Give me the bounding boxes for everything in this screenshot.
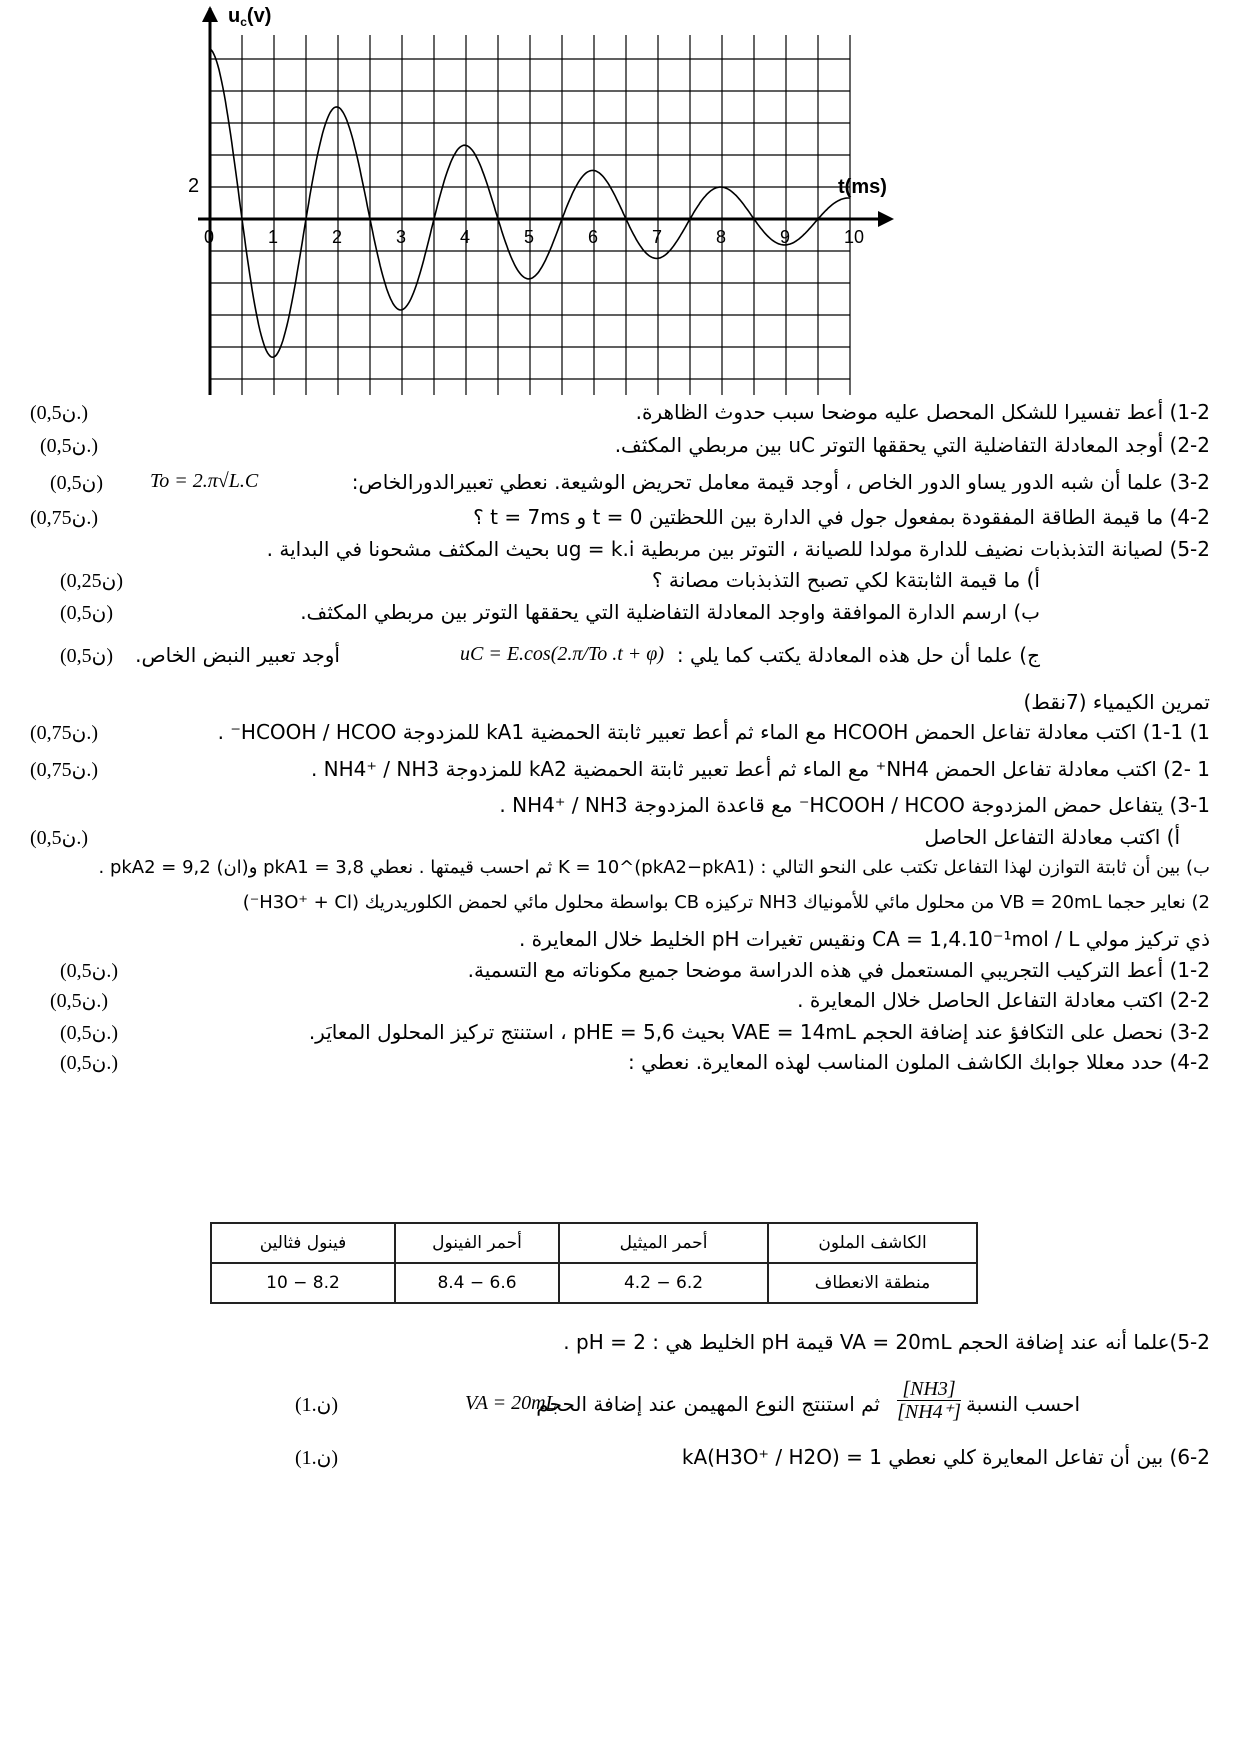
question-text-2: أوجد تعبير النبض الخاص. xyxy=(135,643,340,667)
points: (0,5ن.) xyxy=(30,402,89,424)
question-text: 4-2) ما قيمة الطاقة المفقودة بمفعول جول في الدارة بين اللحظتين t = 0 و t = 7ms ؟ xyxy=(473,505,1210,529)
table-header: فينول فثالين xyxy=(211,1223,395,1263)
physics-q2 xyxy=(20,433,1210,467)
x-tick-label: 10 xyxy=(844,227,865,247)
chem-q2-5-ratio xyxy=(20,1378,1210,1438)
question-text: 2-2) أوجد المعادلة التفاضلية التي يحققها التوتر uC بين مربطي المكثف. xyxy=(614,433,1210,457)
question-text: 1) 1-1) اكتب معادلة تفاعل الحمض HCOOH مع الماء ثم أعط تعبير ثابتة الحمضية kA1 للمزدوجة HCOOH / HCOO⁻ . xyxy=(217,720,1210,744)
y-axis-label: $u_c(v)$ xyxy=(228,5,272,29)
x-tick-label: 7 xyxy=(652,227,663,247)
table-cell: 4.2 − 6.2 xyxy=(559,1263,768,1303)
points: (0,5ن.) xyxy=(30,827,89,849)
solution-formula: uC = E.cos(2.π/To .t + φ) xyxy=(460,643,665,665)
ratio-fraction xyxy=(897,1378,961,1423)
x-tick-label: 6 xyxy=(588,227,599,247)
question-text: ب) بين أن ثابتة التوازن لهذا التفاعل تكتب على النحو التالي : K = 10^(pkA2−pkA1) ثم احسب قيمتها . نعطي pkA1 = 3,8 و(ان) pkA2 = 9,2 . xyxy=(98,857,1210,878)
x-axis-arrow xyxy=(878,211,894,227)
x-tick-label: 2 xyxy=(332,227,343,247)
points: (0,5ن) xyxy=(60,645,114,667)
table-header: أحمر الفينول xyxy=(395,1223,559,1263)
question-text: 1-2) أعط التركيب التجريبي المستعمل في هذه الدراسة موضحا جميع مكوناته مع التسمية. xyxy=(467,958,1210,982)
table-cell: منطقة الانعطاف xyxy=(768,1263,977,1303)
question-text: 6-2) بين أن تفاعل المعايرة كلي نعطي kA(H3O⁺ / H2O) = 1 xyxy=(681,1445,1210,1469)
points: (0,75ن.) xyxy=(30,759,99,781)
question-text: 2-2) اكتب معادلة التفاعل الحاصل خلال المعايرة . xyxy=(797,988,1210,1012)
points: (0,5ن.) xyxy=(40,435,99,457)
chem-q1-3b xyxy=(20,857,1210,891)
question-text: 2) نعاير حجما VB = 20mL من محلول مائي للأمونياك NH3 تركيزه CB بواسطة محلول مائي لحمض الكلوريدريك (H3O⁺ + Cl⁻) xyxy=(242,892,1210,913)
x-tick-label: 5 xyxy=(524,227,535,247)
question-text: ج) علما أن حل هذه المعادلة يكتب كما يلي : xyxy=(676,643,1040,667)
x-tick-label: 8 xyxy=(716,227,727,247)
chem-q2 xyxy=(20,892,1210,926)
table-cell: 8.4 − 6.6 xyxy=(395,1263,559,1303)
physics-q5b xyxy=(20,600,1210,634)
question-text: 1-2) أعط تفسيرا للشكل المحصل عليه موضحا سبب حدوث الظاهرة. xyxy=(635,400,1210,424)
question-text: احسب النسبة xyxy=(965,1392,1080,1416)
points: (0,5ن.) xyxy=(50,990,109,1012)
question-text: ب) ارسم الدارة الموافقة واوجد المعادلة التفاضلية التي يحققها التوتر بين مربطي المكثف. xyxy=(300,600,1040,624)
graph-axes xyxy=(198,6,894,395)
points: (0,5ن) xyxy=(60,602,114,624)
chem-q1-1 xyxy=(20,720,1210,754)
indicator-table xyxy=(210,1222,978,1304)
x-tick-label: 3 xyxy=(396,227,407,247)
physics-q1 xyxy=(20,400,1210,434)
points: (0,5ن.) xyxy=(60,960,119,982)
chem-q1-3 xyxy=(20,793,1210,827)
x-tick-label: 1 xyxy=(268,227,279,247)
chem-q2-1 xyxy=(20,958,1210,992)
question-text: 4-2) حدد معللا جوابك الكاشف الملون المناسب لهذه المعايرة. نعطي : xyxy=(628,1050,1210,1074)
y-axis-arrow xyxy=(202,6,218,22)
chem-q2-5 xyxy=(20,1330,1210,1364)
question-text: أ) ما قيمة الثابتةk لكي تصبح التذبذبات مصانة ؟ xyxy=(651,568,1040,592)
oscillation-graph xyxy=(188,0,910,400)
question-text: 3-1) يتفاعل حمض المزدوجة HCOOH / HCOO⁻ مع قاعدة المزدوجة NH4⁺ / NH3 . xyxy=(499,793,1210,817)
x-tick-label: 0 xyxy=(204,227,215,247)
chem-q1-2 xyxy=(20,757,1210,791)
points: (1.ن) xyxy=(295,1447,339,1469)
chem-q2-6 xyxy=(20,1445,1210,1479)
points: (1.ن) xyxy=(295,1394,339,1416)
question-text: ذي تركيز مولي CA = 1,4.10⁻¹mol / L ونقيس تغيرات pH الخليط خلال المعايرة . xyxy=(518,927,1210,951)
table-row xyxy=(211,1263,977,1303)
points: (0,75ن.) xyxy=(30,722,99,744)
chemistry-title: تمرين الكيمياء (7نقط) xyxy=(1023,690,1210,714)
chem-q2-b xyxy=(20,927,1210,961)
question-text: 5-2)علما أنه عند إضافة الحجم VA = 20mL قيمة pH الخليط هي : pH = 2 . xyxy=(563,1330,1210,1354)
physics-q5 xyxy=(20,537,1210,571)
physics-q4 xyxy=(20,505,1210,539)
ratio-denominator: [NH4⁺] xyxy=(897,1401,961,1423)
y-tick-2: 2 xyxy=(188,175,200,197)
period-formula: To = 2.π√L.C xyxy=(150,470,259,492)
points: (0,75ن.) xyxy=(30,507,99,529)
physics-q5a xyxy=(20,568,1210,602)
chem-q2-4 xyxy=(20,1050,1210,1084)
points: (0,5ن.) xyxy=(60,1022,119,1044)
volume-eq: VA = 20mL xyxy=(465,1392,557,1414)
chem-q1-3a xyxy=(20,825,1210,859)
question-text: أ) اكتب معادلة التفاعل الحاصل xyxy=(924,825,1180,849)
chem-q2-2 xyxy=(20,988,1210,1022)
question-text: 1 -2) اكتب معادلة تفاعل الحمض NH4⁺ مع الماء ثم أعط تعبير ثابتة الحمضية kA2 للمزدوجة NH4⁺ / NH3 . xyxy=(310,757,1210,781)
points: (0,5ن.) xyxy=(60,1052,119,1074)
points: (0,25ن) xyxy=(60,570,124,592)
x-axis-label: t(ms) xyxy=(838,176,887,198)
table-header-row xyxy=(211,1223,977,1263)
question-text-2: ثم استنتج النوع المهيمن عند إضافة الحجم xyxy=(536,1392,880,1416)
physics-q5c xyxy=(20,643,1210,677)
chem-q2-3 xyxy=(20,1020,1210,1054)
table-header: أحمر الميثيل xyxy=(559,1223,768,1263)
table-cell: 10 − 8.2 xyxy=(211,1263,395,1303)
x-tick-label: 4 xyxy=(460,227,471,247)
ratio-numerator: [NH3] xyxy=(897,1378,961,1401)
physics-q3 xyxy=(20,470,1210,504)
question-text: 3-2) علما أن شبه الدور يساو الدور الخاص ، أوجد قيمة معامل تحريض الوشيعة. نعطي تعبيرالدورالخاص: xyxy=(351,470,1210,494)
question-text: 5-2) لصيانة التذبذبات نضيف للدارة مولدا للصيانة ، التوتر بين مربطية ug = k.i بحيث المكثف مشحونا في البداية . xyxy=(266,537,1210,561)
x-tick-label: 9 xyxy=(780,227,791,247)
points: (0,5ن) xyxy=(50,472,104,494)
question-text: 3-2) نحصل على التكافؤ عند إضافة الحجم VAE = 14mL بحيث pHE = 5,6 ، استنتج تركيز المحلول المعايَر. xyxy=(308,1020,1210,1044)
table-header: الكاشف الملون xyxy=(768,1223,977,1263)
